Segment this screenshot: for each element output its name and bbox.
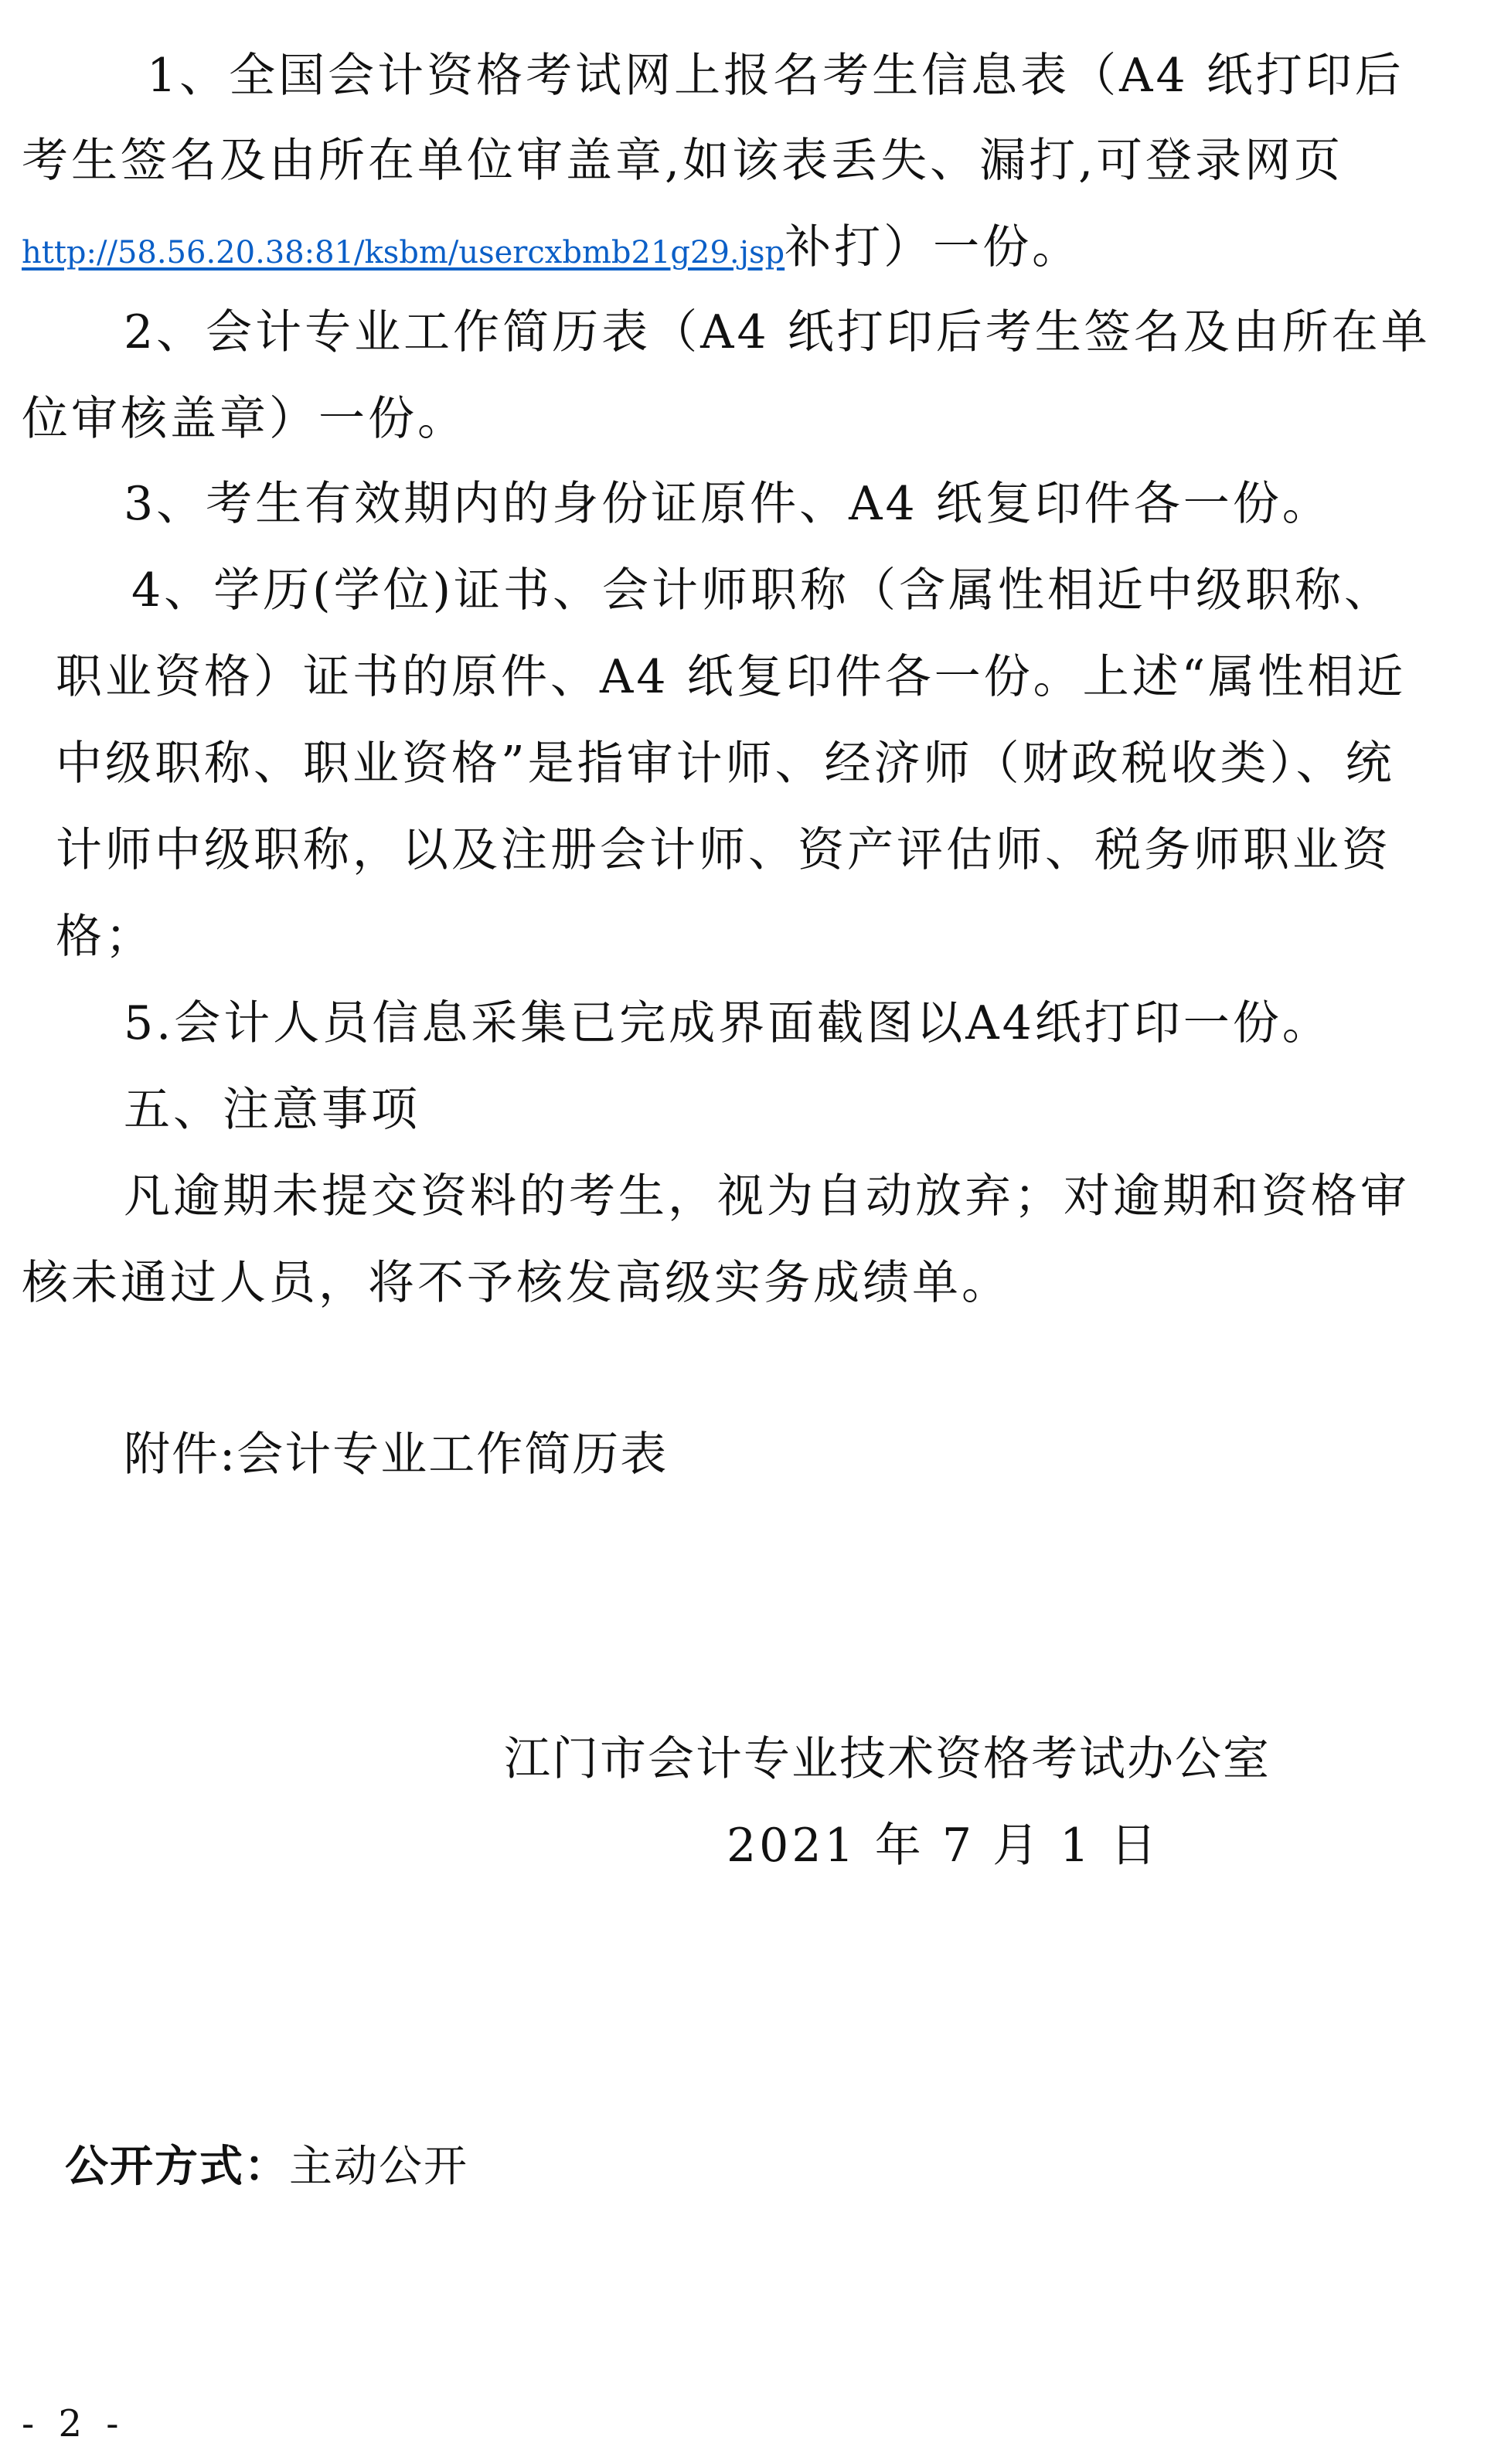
section5-paragraph-line1: 凡逾期未提交资料的考生，视为自动放弃；对逾期和资格审 (124, 1169, 1410, 1223)
item1-after-url: 补打）一份。 (785, 220, 1082, 274)
item1-line2: 考生签名及由所在单位审盖章,如该表丢失、漏打,可登录网页 (22, 134, 1344, 188)
item4-line4: 计师中级职称，以及注册会计师、资产评估师、税务师职业资 (56, 823, 1391, 877)
disclosure-label: 公开方式： (65, 2142, 289, 2192)
item4-line5: 格； (56, 910, 155, 964)
item1-line1: 1、全国会计资格考试网上报名考生信息表（A4 纸打印后 (147, 49, 1404, 103)
item2-line1: 2、会计专业工作简历表（A4 纸打印后考生签名及由所在单 (124, 305, 1431, 359)
item4-line2: 职业资格）证书的原件、A4 纸复印件各一份。上述“属性相近 (56, 650, 1407, 704)
item4-line3: 中级职称、职业资格”是指审计师、经济师（财政税收类）、统 (56, 737, 1395, 791)
item3: 3、考生有效期内的身份证原件、A4 纸复印件各一份。 (124, 477, 1332, 531)
page-number: - 2 - (22, 2402, 125, 2445)
reprint-link[interactable]: http://58.56.20.38:81/ksbm/usercxbmb21g29.jsp (22, 235, 785, 271)
issuing-office: 江门市会计专业技术资格考试办公室 (504, 1732, 1271, 1786)
disclosure-value: 主动公开 (289, 2142, 468, 2192)
issue-date: 2021 年 7 月 1 日 (727, 1819, 1160, 1873)
section5-heading: 五、注意事项 (124, 1083, 420, 1137)
section5-paragraph-line2: 核未通过人员，将不予核发高级实务成绩单。 (22, 1256, 1011, 1310)
item5: 5.会计人员信息采集已完成界面截图以A4纸打印一份。 (124, 996, 1332, 1050)
item2-line2: 位审核盖章）一份。 (22, 392, 467, 446)
disclosure-line (65, 2136, 468, 2198)
item1-line3 (22, 216, 1081, 284)
attachment-note: 附件:会计专业工作简历表 (124, 1428, 669, 1482)
item4-line1: 4、学历(学位)证书、会计师职称（含属性相近中级职称、 (131, 563, 1394, 618)
